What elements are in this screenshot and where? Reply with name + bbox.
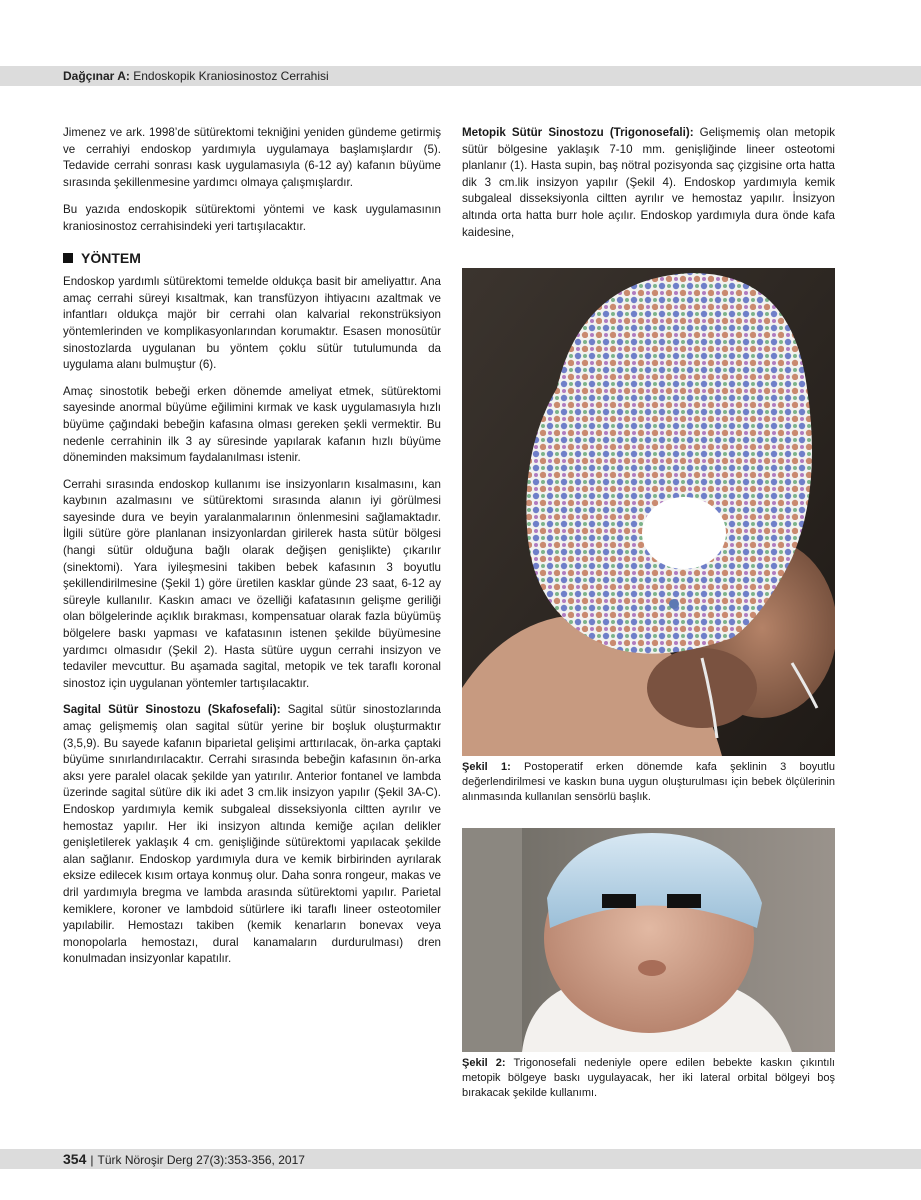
metopic-paragraph bbox=[462, 125, 835, 241]
footer-separator: | bbox=[90, 1153, 94, 1167]
figure-1-caption-text: Postoperatif erken dönemde kafa şeklinin 3 boyutlu değerlendirilmesi ve kaskın buna uygun oluşturulması için bebek ölçülerinin alınmasında kullanılan sensörlü başlık. bbox=[462, 761, 835, 803]
figure-1-caption bbox=[462, 760, 835, 805]
left-column bbox=[63, 125, 441, 978]
intro-paragraph-1: Jimenez ve ark. 1998’de sütürektomi tekniğini yeniden gündeme getirmiş ve cerrahiyi endoskop yardımıyla uygulamaya başlamışlardır (5). Tedavide cerrahi sonrası kask uygulamasıyla (6-12 ay) kafanın büyüme sırasında şekillenmesine yardımcı olmaya çalışmışlardır. bbox=[63, 126, 441, 189]
figure-1 bbox=[462, 268, 835, 805]
right-column bbox=[462, 125, 835, 251]
section-heading-method bbox=[63, 250, 441, 267]
heading-square-icon bbox=[63, 253, 73, 263]
sagittal-text: Sagital sütür sinostozlarında amaç gelişmemiş olan sagital sütür yerine bir boşluk oluşturmaktır (3,5,9). Bu sayede kafanın biparietal gelişimi arttırılacak, ön-arka çaptaki büyüme sınırlandırılacaktır. Cerrahi sırasında bebeğin kafasının ön-arka aksı yere paralel olacak şekilde yan yatırılır. Anterior fontanel ve lambda üzerinde sagital sütüre dik iki adet 3 cm.lik insizyon yapılır (Şekil 3A-C). Endoskop yardımıyla kemik subgaleal disseksiyonla ciltten ayrılır ve hemostaz yapılır. Her iki insizyon altında kemiğe açılan delikler genişletilerek yaklaşık 4 cm. genişliğinde sütürektomi yapılacak şekilde alan sağlanır. Endoskop yardımıyla dura ve kemik birbirinden ayrılarak eksize edilecek kısım ortaya konmuş olur. Daha sonra rongeur, makas ve dril yardımıyla bregma ve lambda arasında sütürektomi yapılır. Parietal kemiklere, koroner ve lambdoid sütürlere iki taraflı lineer osteotomiler yapılabilir. Hemostazı takiben (kemik kenarların bonevax veya monopolarla hemostazı, dural kanamaların durdurulması) dren konulmadan insizyonlar kapatılır. bbox=[63, 703, 442, 966]
figure-2-caption bbox=[462, 1056, 835, 1101]
running-header bbox=[63, 68, 329, 84]
header-title: Endoskopik Kraniosinostoz Cerrahisi bbox=[133, 69, 329, 83]
figure-1-label: Şekil 1: bbox=[462, 761, 511, 773]
figure-2 bbox=[462, 828, 835, 1101]
figure-2-caption-text: Trigonosefali nedeniyle opere edilen bebekte kaskın çıkıntılı metopik bölgeye baskı uygulayacak, her iki lateral orbital bölgeyi boş bırakacak şekilde kullanımı. bbox=[462, 1057, 835, 1099]
method-paragraph-2: Amaç sinostotik bebeği erken dönemde ameliyat etmek, sütürektomi sayesinde anormal büyüme eğilimini kırmak ve kask uygulamasıyla hızlı büyüme çağındaki bebeğin kafasına olması gereken şekli vermektir. Bu nedenle cerrahinin ilk 3 ay süresinde yapılarak kafanın hızlı büyüme döneminden maksimum faydalanılması istenir. bbox=[63, 384, 441, 465]
header-author: Dağçınar A: bbox=[63, 69, 130, 83]
metopic-text: Gelişmemiş olan metopik sütür bölgesine yaklaşık 7-10 mm. genişliğinde lineer osteotomi planlanır (1). Hasta supin, baş nötral pozisyonda saç çizgisine orta hatta dik 3 cm.lik insizyon yapılır (Şekil 4). Endoskop yardımıyla kemik subgaleal disseksiyonla ciltten ayrılır ve hemostaz yapılır. İnsizyon altında orta hatta burr hole açılır. Endoskop yardımıyla dura önde kafa kaidesine, bbox=[462, 126, 835, 239]
figure-2-label: Şekil 2: bbox=[462, 1057, 506, 1069]
page-number: 354 bbox=[63, 1151, 87, 1167]
intro-paragraph-2: Bu yazıda endoskopik sütürektomi yöntemi ve kask uygulamasının kraniosinostoz cerrahisindeki yeri tartışılacaktır. bbox=[63, 203, 441, 233]
figure-2-photo bbox=[462, 828, 835, 1052]
figure-1-photo bbox=[462, 268, 835, 756]
sagittal-title: Sagital Sütür Sinostozu (Skafosefali): bbox=[63, 703, 281, 717]
metopic-title: Metopik Sütür Sinostozu (Trigonosefali): bbox=[462, 126, 694, 139]
journal-citation: Türk Nöroşir Derg 27(3):353-356, 2017 bbox=[97, 1153, 305, 1167]
sagittal-paragraph bbox=[63, 702, 441, 968]
section-heading-text: YÖNTEM bbox=[81, 249, 141, 266]
method-paragraph-3: Cerrahi sırasında endoskop kullanımı ise insizyonların kısalmasını, kan kaybının azalmasını ve sütürektomi sırasında alanın iyi görülmesi sayesinde dura ve beyin yaralanmalarının önlenmesini sağlamaktadır. İlgili sütüre göre planlanan insizyonlardan girilerek hasta sütür bölgesi (hangi sütür olduğuna bağlı olarak değişen genişlikte) çıkarılır (sinektomi). Yara iyileşmesini takiben bebek kafasının 3 boyutlu şekillendirilmesine (Şekil 1) göre üretilen kasklar günde 23 saat, 6-12 ay süreyle kullanılır. Kaskın amacı ve özelliği kafatasının gelişme geriliği olan bölgelerinde açıklık bırakması, kompensatuar olarak fazla büyümüş bölgelere baskı yapması ve kafatasının istenen şekilde büyümesine yardımcı olmasıdır (Şekil 2). Hasta sütüre uygun cerrahi insizyon ve tedaviler mevcuttur. Bu aşamada sagital, metopik ve tek taraflı koronal sinostoz için uygulanan yöntemler tartışılacaktır. bbox=[63, 477, 441, 690]
method-paragraph-1: Endoskop yardımlı sütürektomi temelde oldukça basit bir ameliyattır. Ana amaç cerrahi süreyi kısaltmak, kan transfüzyon ihtiyacını azaltmak ve infantları oldukça majör bir cerrahi olan kalvarial rekonstrüksiyon yöntemlerinden ve komplikasyonlarından korumaktır. Esasen monosütür sinostozlarda uygulanan bu yöntem çoklu sütür tutulumunda da uygulama alanı bulmuştur (6). bbox=[63, 275, 441, 372]
running-footer bbox=[63, 1151, 305, 1168]
